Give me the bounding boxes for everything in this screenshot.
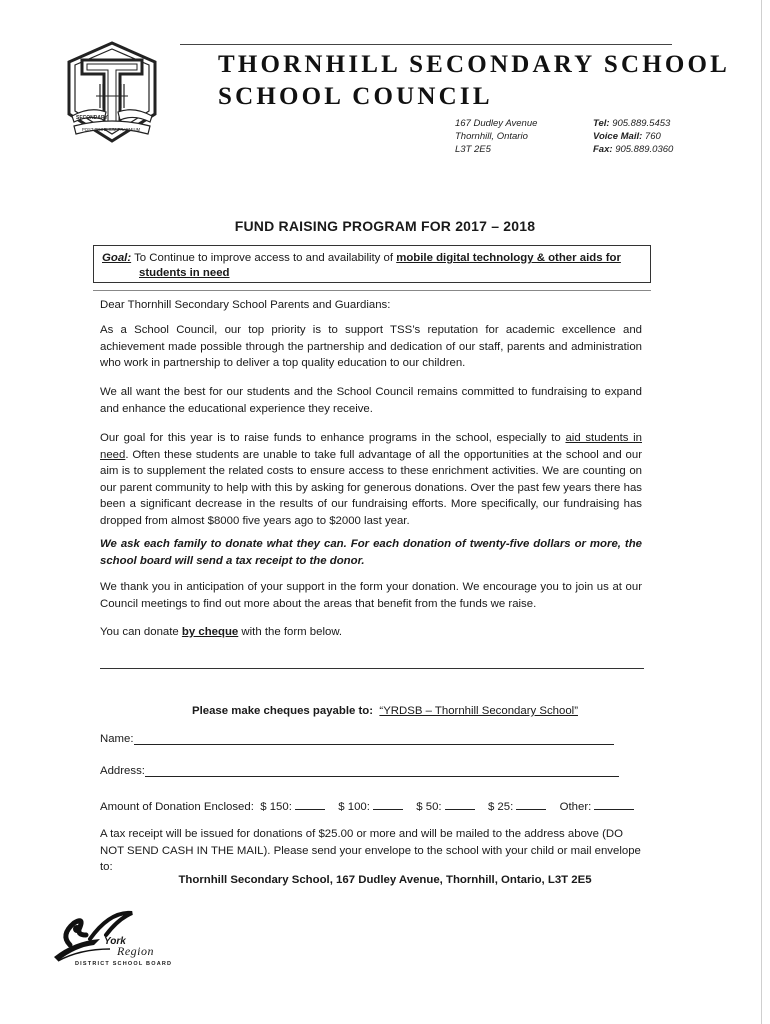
council-name: SCHOOL COUNCIL <box>218 83 493 110</box>
logo-region-text: Region <box>117 944 154 958</box>
paragraph-3 <box>100 430 642 529</box>
paragraph-3-text: . Often these students are unable to take full advantage of all the opportunities at the school and our aim is to supplement the related costs to ensure access to these enrichment activities. We are counting on our parent community to help with this by asking for generous donations. Over the past few years there has been a significant decrease in the results of our fundraising efforts. More specifically, our fundraising has dropped from almost $8000 five years ago to $2000 last year. <box>100 448 642 527</box>
paragraph-5: We thank you in anticipation of your support in the form your donation. We encourage you to join us at our Council meetings to find out more about the areas that benefit from the funds we raise. <box>100 581 642 610</box>
amount-option-label: $ 100: <box>338 801 370 813</box>
page-edge <box>761 0 762 1024</box>
tax-receipt-note: A tax receipt will be issued for donations of $25.00 or more and will be mailed to the address above (DO NOT SEND CASH IN THE MAIL). Please send your envelope to the school with your child or mail envelope to: <box>100 828 641 873</box>
voicemail-label: Voice Mail: <box>593 131 643 142</box>
school-crest-logo <box>60 40 164 144</box>
paragraph-2: We all want the best for our students and the School Council remains committed to fundraising to expand and enhance the educational experience they receive. <box>100 386 642 415</box>
header-rule <box>180 44 672 45</box>
contact-info <box>593 117 673 156</box>
paragraph-4-donation-request: We ask each family to donate what they can. For each donation of twenty-five dollars or more, the school board will send a tax receipt to the donor. <box>100 538 642 567</box>
name-field[interactable] <box>134 733 614 745</box>
school-name: THORNHILL SECONDARY SCHOOL <box>218 51 731 78</box>
paragraph-6 <box>100 624 642 641</box>
paragraph-1: As a School Council, our top priority is to support TSS’s reputation for academic excellence and achievement made possible through the partnership and dedication of our staff, parents and administration who work in partnership to deliver a top quality education to our children. <box>100 324 642 369</box>
payable-line <box>0 705 770 717</box>
address-line: 167 Dudley Avenue <box>455 118 538 129</box>
tel-value: 905.889.5453 <box>612 118 671 129</box>
paragraph-6-emphasis: by cheque <box>181 626 239 638</box>
paragraph-6-text: You can donate <box>100 626 182 638</box>
fax-line <box>593 143 673 156</box>
tel-label: Tel: <box>593 118 610 129</box>
other-label: Other: <box>559 801 592 813</box>
address-line: Thornhill, Ontario <box>455 131 528 142</box>
donation-amount-row <box>100 798 634 813</box>
goal-emphasis: mobile digital technology & other aids for <box>396 252 621 264</box>
fax-label: Fax: <box>593 144 613 155</box>
name-field-row <box>100 733 614 745</box>
crest-banner-text: SECONDARY <box>76 115 108 121</box>
goal-text: To Continue to improve access to and availability of <box>131 252 397 264</box>
amount-option-label: $ 150: <box>260 801 292 813</box>
address-field-row <box>100 765 619 777</box>
payable-value: “YRDSB – Thornhill Secondary School” <box>379 705 578 717</box>
payable-label: Please make cheques payable to: <box>191 705 374 717</box>
goal-box <box>93 245 651 283</box>
address-label: Address: <box>100 765 145 777</box>
fax-value: 905.889.0360 <box>615 144 674 155</box>
goal-divider <box>93 290 651 291</box>
logo-board-text: DISTRICT SCHOOL BOARD <box>75 961 173 967</box>
amount-label: Amount of Donation Enclosed: <box>100 801 254 813</box>
amount-other-field[interactable] <box>594 798 634 810</box>
amount-150-field[interactable] <box>295 798 325 810</box>
tel-line <box>593 117 673 130</box>
amount-50-field[interactable] <box>445 798 475 810</box>
logo-york-text: York <box>104 936 126 947</box>
page-title: FUND RAISING PROGRAM FOR 2017 – 2018 <box>234 218 536 234</box>
form-separator <box>100 668 644 669</box>
mailing-address: Thornhill Secondary School, 167 Dudley Avenue, Thornhill, Ontario, L3T 2E5 <box>178 874 592 886</box>
address-field[interactable] <box>145 765 619 777</box>
address-line: L3T 2E5 <box>455 144 491 155</box>
salutation: Dear Thornhill Secondary School Parents and Guardians: <box>100 299 391 311</box>
goal-emphasis-continued: students in need <box>139 267 230 279</box>
amount-100-field[interactable] <box>373 798 403 810</box>
amount-option-label: $ 50: <box>416 801 442 813</box>
name-label: Name: <box>100 733 134 745</box>
paragraph-6-text: with the form below. <box>238 626 343 638</box>
amount-option-label: $ 25: <box>487 801 514 813</box>
school-address <box>455 117 537 156</box>
crest-motto-text: POST PROELIUM PRAEMIUM <box>82 127 141 132</box>
goal-label: Goal: <box>102 252 132 264</box>
paragraph-3-emphasis: aid students in need <box>100 432 642 461</box>
voicemail-line <box>593 130 673 143</box>
paragraph-3-text: Our goal for this year is to raise funds to enhance programs in the school, especially to <box>100 432 566 444</box>
amount-25-field[interactable] <box>516 798 546 810</box>
voicemail-value: 760 <box>644 131 661 142</box>
